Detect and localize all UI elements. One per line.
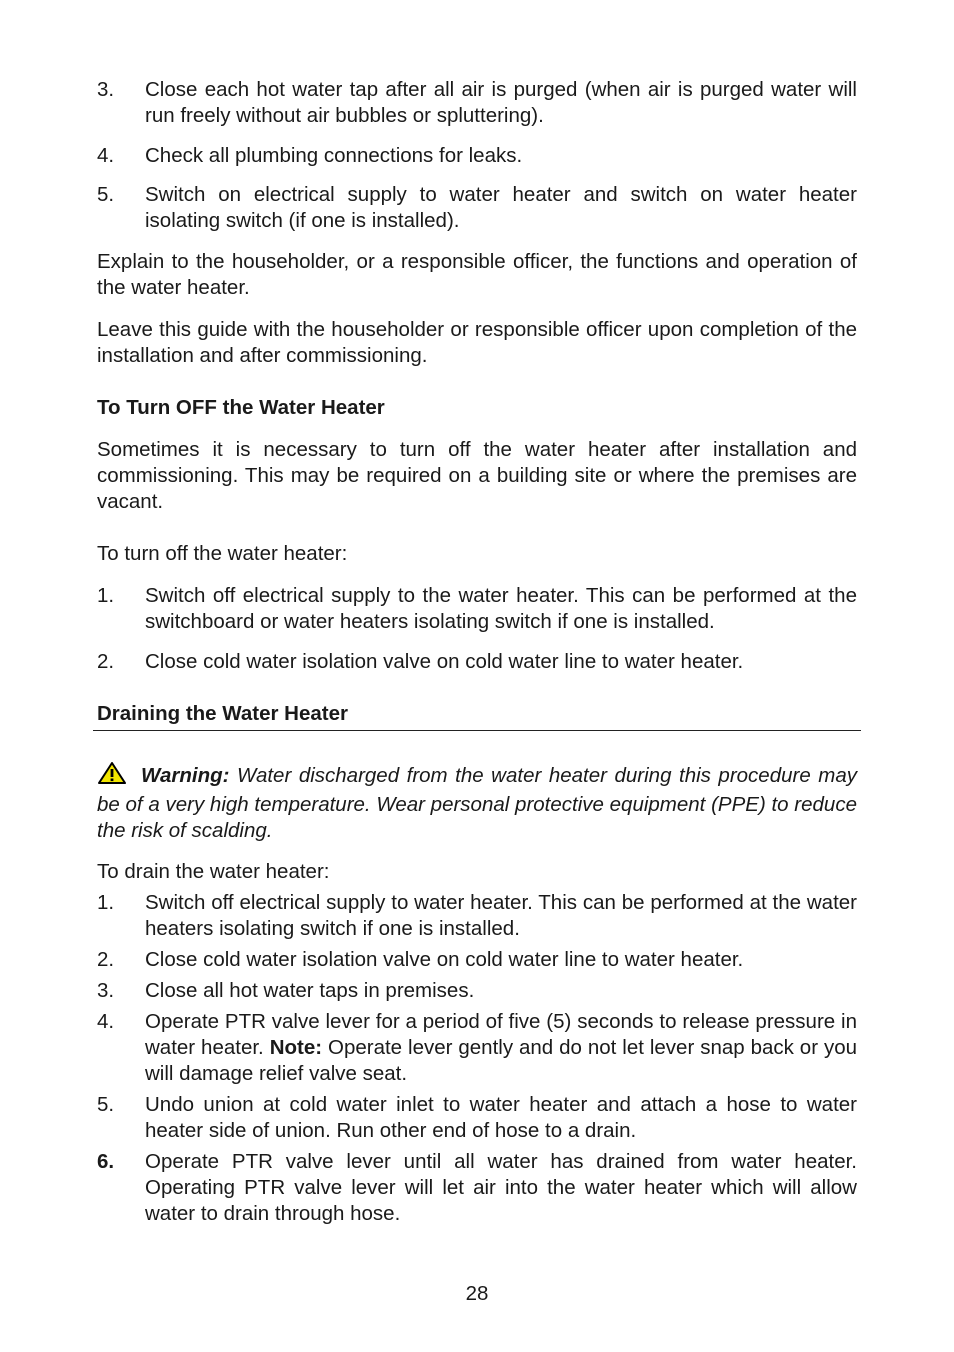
list-number: 3. (97, 979, 115, 1002)
list-text: Undo union at cold water inlet to water heater and attach a hose to water heater side of union. Run other end of hose to a drain. (145, 1093, 857, 1142)
list-text-part: Operate lever gently and do not let lever snap back or you will damage relief valve seat. (145, 1036, 858, 1085)
list-number: 1. (97, 584, 115, 607)
list-text: Close each hot water tap after all air is purged (when air is purged water will run freely without air bubbles or spluttering). (145, 78, 857, 127)
page-content (97, 77, 857, 1227)
list-number: 5. (97, 1093, 115, 1116)
list-item (97, 77, 857, 129)
list-number: 6. (97, 1150, 115, 1173)
list-item (97, 978, 857, 1004)
list-item (97, 143, 857, 169)
list-number: 1. (97, 891, 115, 914)
list-text: Check all plumbing connections for leaks. (145, 144, 523, 167)
list-item (97, 1092, 857, 1144)
list-number: 2. (97, 650, 115, 673)
list-text (145, 1009, 857, 1087)
list-text: Switch off electrical supply to the water heater. This can be performed at the switchboard or water heaters isolating switch if one is installed. (145, 584, 857, 633)
list-text-part: Operate PTR valve lever for a period of five (5) seconds to release pressure in water heater. (145, 1010, 857, 1059)
warning-label: Warning: (141, 764, 230, 787)
list-text: Close cold water isolation valve on cold water line to water heater. (145, 948, 744, 971)
list-item (97, 1009, 857, 1087)
page-number: 28 (465, 1282, 489, 1305)
list-number: 4. (97, 144, 115, 167)
warning-block (97, 761, 857, 844)
list-item (97, 947, 857, 973)
section-divider (93, 730, 861, 731)
paragraph-drain-lead: To drain the water heater: (97, 860, 330, 883)
note-label: Note: (269, 1036, 323, 1059)
list-item (97, 890, 857, 942)
list-number: 2. (97, 948, 115, 971)
list-number: 3. (97, 78, 115, 101)
list-item (97, 1149, 857, 1227)
section-heading-turn-off: To Turn OFF the Water Heater (97, 396, 385, 419)
warning-triangle-icon (97, 761, 127, 792)
list-item (97, 182, 857, 234)
list-item (97, 649, 857, 675)
paragraph-explain: Explain to the householder, or a responsible officer, the functions and operation of the water heater. (97, 250, 857, 299)
list-text: Close cold water isolation valve on cold water line to water heater. (145, 650, 744, 673)
paragraph-leave: Leave this guide with the householder or responsible officer upon completion of the installation and after commissioning. (97, 318, 857, 367)
list-text: Switch on electrical supply to water heater and switch on water heater isolating switch (if one is installed). (145, 183, 857, 232)
list-number: 5. (97, 183, 115, 206)
list-text: Operate PTR valve lever until all water has drained from water heater. Operating PTR valve lever will let air into the water heater which will allow water to drain through hose. (145, 1150, 857, 1225)
list-text: Close all hot water taps in premises. (145, 979, 475, 1002)
warning-text: Water discharged from the water heater during this procedure may be of a very high temperature. Wear personal protective equipment (PPE) to reduce the risk of scalding. (97, 764, 857, 842)
list-text: Switch off electrical supply to water heater. This can be performed at the water heaters isolating switch if one is installed. (145, 891, 857, 940)
section-heading-draining: Draining the Water Heater (97, 702, 348, 725)
paragraph-turn-off-intro: Sometimes it is necessary to turn off the water heater after installation and commissioning. This may be required on a building site or where the premises are vacant. (97, 438, 857, 513)
list-item (97, 583, 857, 635)
paragraph-turn-off-lead: To turn off the water heater: (97, 542, 348, 565)
list-number: 4. (97, 1010, 115, 1033)
